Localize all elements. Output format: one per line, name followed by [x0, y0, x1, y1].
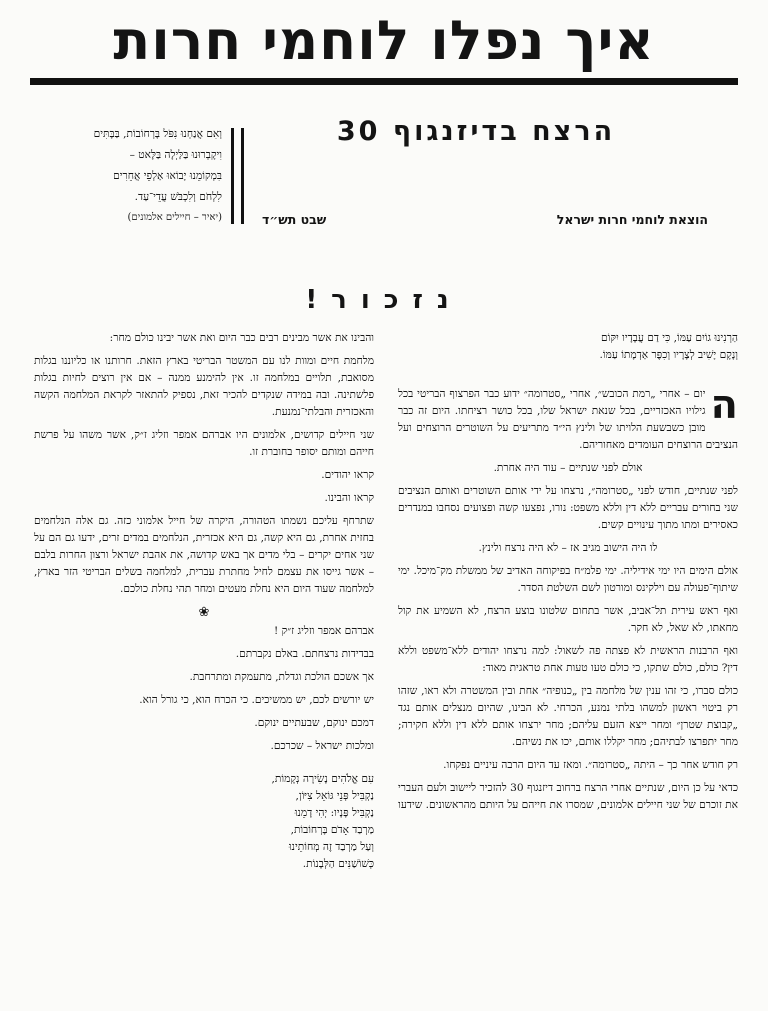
- poem-line: וִיקָבְרוּנוּ בַּלַּיְלָה בַּלָּאט –: [129, 149, 222, 161]
- right-column: [398, 330, 738, 1002]
- paragraph: קראו והבינו.: [324, 492, 374, 504]
- closing-poem-line: עִם אֱלֹהִים נָשִׂירָה נְקָמוֹת,: [271, 773, 374, 785]
- paragraph: שני חיילים קדושים, אלמונים היו אברהם אמפר וזליג ז״ק, אשר משהו על פרשת חייהם ומותם יסופר בחוברת זו.: [34, 429, 374, 458]
- paragraph: מלחמת חיים ומוות לנו עם המשטר הבריטי בארץ הזאת. חרותנו או כליוננו בגלות מסואבת, תלויים במלחמה זו. אין להימנע ממנה – אם אין רוצים לחיות בגלות פלשתינה. ובה במידה שנקדים להכיר זאת, נספיק להתאזר לקראת המלחמה הקשה והאכזרית והבלתי־נמנעת.: [34, 355, 374, 418]
- paragraph-line: ומלכות ישראל – שכרכם.: [270, 740, 374, 752]
- paragraph: ואף ראש עירית תל־אביב, אשר בתחום שלטונו בוצע הרצח, לא השמיע את קול מחאתו, לא שאל, לא חקר.: [398, 605, 738, 634]
- paragraph-line: אברהם אמפר וזליג ז״ק !: [273, 625, 374, 637]
- publisher-line: הוצאת לוחמי חרות ישראל: [556, 212, 708, 227]
- paragraph: קראו יהודים.: [321, 469, 374, 481]
- date-line: שבט תש״ד: [262, 212, 327, 227]
- closing-poem-line: כְּשׁוֹשַׁנִּים הַלְּבָנוֹת.: [302, 858, 374, 870]
- paragraph: כדאי על כן היום, שנתיים אחרי הרצח ברחוב דיזנגוף 30 להזכיר ליישוב ולעם העברי את זוכרם של שני חיילים אלמונים, שמסרו את חייהם על היותם מהראשונים. שידעו: [398, 782, 738, 811]
- epigraph-line: הַרְנִינוּ גוֹיִם עַמּוֹ, כִּי דַם עֲבָדָיו יִקּוֹם: [601, 332, 738, 344]
- paragraph: לפני שנתיים, חודש לפני „סטרומה״, נרצחו על ידי אותם השוטרים ואותם הנציבים שני בחורים עבריים ללא דין וללא משפט: נורו, נפצעו קשה ופצועים נסחבו במנדרים כאסירים ומתו מתוך עינויים קשים.: [398, 485, 738, 531]
- header-divider: [241, 128, 244, 224]
- paragraph: שתרחף עליכם נשמתו הטהורה, היקרה של חייל אלמוני כזה. גם אלה הנלחמים בחזית אחרת, גם היא קשה, גם היא אכזרית, הנלחמים במדים זרים, ידעו גם הם על שני אחים יקרים – בלי מדים אך באש קדושה, את אהבת ישראל ורצון החרות בלבם – אשר גייסו את עצמם לחיל מחתרת עברית, למלחמה בשלים הבריטי הזר בארץ, למלחמה שעוד היום היא נחלת מעטים ומחר תהי נחלת כולכם.: [34, 515, 374, 595]
- paragraph: והבינו את אשר מבינים רבים כבר היום ואת אשר יבינו כולם מחר:: [109, 332, 374, 344]
- paragraph-line: דמכם ינוקם, שבעתיים ינוקם.: [254, 717, 374, 729]
- closing-poem-line: מַרְבַד אָדֹם בָּרְחוֹבוֹת,: [290, 824, 374, 836]
- paragraph: [398, 382, 738, 454]
- header-divider: [231, 128, 234, 224]
- paragraph: אולם הימים היו ימי אידיליה. ימי פלמ״ח בפיקוחה האדיב של ממשלת מק־מיכל. ימי שיתוף־פעולה עם וילקינס ומורטון לשם השלטת הסדר.: [398, 565, 738, 594]
- poem-credit: (יאיר – חיילים אלמונים): [127, 212, 222, 223]
- poem-line: לִלְחֹם וְלִכְבֹּשׁ עֲדֵי־עַד.: [134, 191, 222, 203]
- paragraph: כולם סברו, כי זהו ענין של מלחמה בין „כנופיה״ אחת ובין המשטרה ולא ראו, שזהו רק ביטוי ראשון למשהו בלתי נמנע, הכרחי. לא הבינו, שהיום מנצלים אותם נגד „קבוצת שטרן״ ומחר ייצא הזעם עליהם; מחר ירצחו אותם ללא דין וללא חקירה; מחר יתפרצו לבתיהם; מחר יקללו אותם, יכו את נשיהם.: [398, 685, 738, 748]
- paragraph: ואף הרבנות הראשית לא פצתה פה לשאול: למה נרצחו יהודים ללא־משפט וללא דין? כולם, כולם שתקו, כי כולם טעו טעות אחת טראגית מאוד:: [398, 645, 738, 674]
- section-title: נזכור!: [305, 285, 463, 315]
- epigraph: [398, 330, 738, 364]
- header-poem: [46, 124, 222, 208]
- epigraph-line: וְנָקָם יָשִׁיב לְצָרָיו וְכִפֶּר אַדְמָתוֹ עַמּוֹ.: [599, 349, 738, 361]
- poem-line: וְאִם אֲנַחְנוּ נִפֹּל בָּרְחוֹבוֹת, בַּבָּתִּים: [93, 128, 222, 140]
- paragraph: לו היה הישוב מגיב אז – לא היה נרצח ולינץ.: [478, 542, 658, 554]
- closing-poem-line: נַקְבִּיל פְּנֵי גּוֹאֵל צִיּוֹן,: [295, 790, 374, 802]
- masthead-rule: [30, 78, 738, 85]
- paragraph-line: בבדידות נרצחתם. באלם נקברתם.: [235, 648, 374, 660]
- closing-poem-line: נַקְבִּיל פָּנָיו: יְהִי דָמֵנוּ: [294, 807, 374, 819]
- paragraph-line: יש יורשים לכם, יש ממשיכים. כי הכרח הוא, כי גורל הוא.: [139, 694, 374, 706]
- ornament-icon: ❀: [198, 605, 210, 620]
- left-column: [34, 330, 374, 1000]
- lecture-title: הרצח בדיזנגוף 30: [336, 116, 616, 147]
- masthead-title: איך נפלו לוחמי חרות: [113, 10, 655, 72]
- paragraph-line: אך אשכם הולכת וגדלת, מתעמקת ומתרחבת.: [189, 671, 374, 683]
- paragraph-text: יום – אחרי „רמת הכובש״, אחרי „סטרומה״ ידוע כבר הפרצוף הבריטי בכל גילויו האכזריים, בכל שנאת ישראל שלו, בכל כושר רציחתו. היום זה כבר מובן כשבשעת הלויתו של ולינץ הי״ד מתריעים על השוטרים הרוצחים ועל הנציבים הרוצחים העומדים מאחוריהם.: [398, 388, 738, 451]
- paragraph: אולם לפני שנתיים – עוד היה אחרת.: [493, 462, 643, 474]
- drop-cap: ה: [710, 382, 738, 428]
- poem-line: בִּמְקוֹמֵנוּ יָבוֹאוּ אַלְפֵי אֲחֵרִים: [113, 170, 222, 182]
- paragraph: רק חודש אחר כך – היתה „סטרומה״. ומאז עד היום הרבה עיניים נפקחו.: [443, 759, 738, 771]
- closing-poem: [34, 771, 374, 873]
- closing-poem-line: וְעַל מַרְבַד זֶה מְחוֹתֵינוּ: [288, 841, 374, 853]
